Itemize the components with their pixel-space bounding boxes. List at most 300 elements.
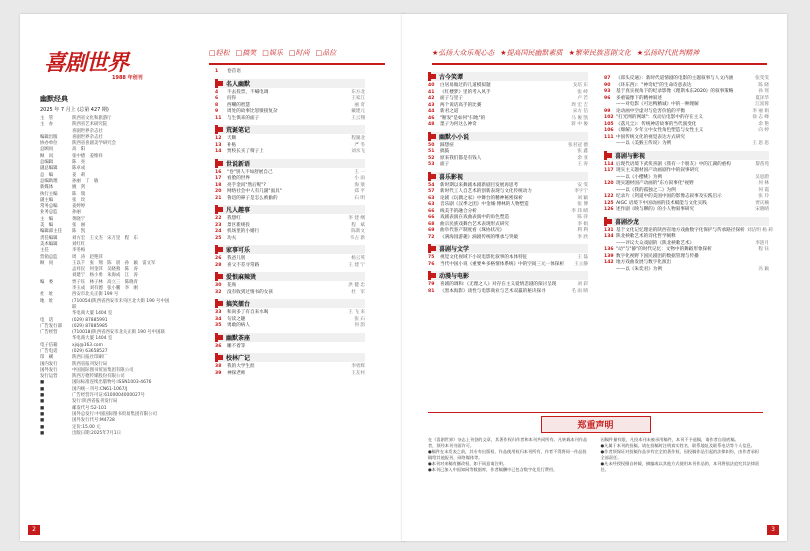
masthead-value: 华电商大厦 1404 室 <box>72 311 113 317</box>
toc-page-number: 99 <box>604 108 611 114</box>
toc-author: 李勇辉 <box>351 364 365 369</box>
toc-page-number: 9 <box>215 109 219 114</box>
toc-entry[interactable] <box>215 116 365 123</box>
toc-page-number: 41 <box>428 89 435 95</box>
section-square-icon <box>218 355 223 360</box>
toc-author: 余 艳 <box>758 121 769 127</box>
toc-title: 白居易做过的几道模拟题 <box>440 83 491 88</box>
toc-author: 王云翔 <box>351 115 365 121</box>
toc-page-number: 34 <box>215 316 222 322</box>
toc-title: 西嘲的智慧 <box>227 102 250 108</box>
section-square-icon <box>218 335 223 340</box>
toc-section-label: 搞笑擂台 <box>226 301 251 308</box>
toc-title: 曲阜代客产制度看《珠协状况》 <box>440 228 505 233</box>
toc-section-header <box>428 172 588 181</box>
toc-page-number: 24 <box>215 229 222 234</box>
toc-page-number: 114 <box>604 161 614 167</box>
toc-page-number: 96 <box>604 95 611 101</box>
toc-page-number: 117 <box>604 168 614 173</box>
banner-slogan: □轻松 <box>209 49 230 57</box>
toc-author: 李 娟 <box>577 221 588 227</box>
toc-page-number <box>604 141 616 148</box>
toc-title: 视觉文化视域下小说电影化叙事的本体特征 <box>440 255 528 260</box>
toc-section-label: 荒诞笔记 <box>226 127 251 134</box>
toc-page-number: 90 <box>604 82 611 88</box>
masthead-value: 陈 瑞 <box>72 191 86 197</box>
toc-title: 《环东西》："神奇纪"的生命诗意表达 <box>616 82 692 88</box>
toc-entry[interactable] <box>604 207 769 214</box>
toc-page-number: 42 <box>428 96 435 101</box>
masthead-value: 陕西省喜剧美学研究会 <box>72 141 116 147</box>
toc-entry[interactable] <box>215 371 365 378</box>
toc-entry[interactable] <box>215 344 365 351</box>
toc-title: 喜父不差寻常路 <box>227 262 260 268</box>
notice-section <box>428 416 763 473</box>
section-square-icon <box>431 246 436 251</box>
toc-page-number: 12 <box>215 136 222 141</box>
toc-title: 网络社会中人有几副"面具" <box>227 189 282 194</box>
toc-section-header <box>215 353 365 362</box>
toc-title: 墨子为何这么神奇 <box>440 122 477 127</box>
toc-entry[interactable] <box>604 141 769 148</box>
toc-entry[interactable] <box>215 290 365 297</box>
toc-page-number: 21 <box>215 195 222 201</box>
masthead-value: 西安市北关正街 199 号 <box>72 292 119 298</box>
masthead-key: 发行运营 <box>40 374 58 380</box>
masthead-key: 编辑部主任 <box>40 229 62 235</box>
toc-page-number: 32 <box>215 289 222 295</box>
toc-page-number: 18 <box>215 182 222 188</box>
section-square-icon <box>431 273 436 278</box>
toc-author: 向 婷 <box>758 128 769 133</box>
toc-title: 神探老师 <box>227 370 246 376</box>
toc-entry[interactable] <box>428 122 588 129</box>
toc-page-number: 44 <box>428 109 435 114</box>
toc-title: 论动画中空虚对与危害价值的平衡 <box>616 108 685 114</box>
toc-section-label: 喜剧与影视 <box>615 152 646 160</box>
toc-page-number: 125 <box>604 200 614 206</box>
banner-slogan: □品位 <box>315 49 337 57</box>
toc-author: 李涟月 <box>755 240 769 246</box>
toc-title: ——以《小樱桃》为例 <box>616 174 662 180</box>
toc-title: 新时期以来舞剧本剧新剧目发展再思考 <box>440 182 519 188</box>
toc-section-header <box>215 159 365 168</box>
masthead-value: 出版日期:2025年7月1日 <box>72 430 121 436</box>
toc-title: 与生俱来的面子 <box>227 115 260 121</box>
toc-page-number: 33 <box>215 310 222 315</box>
toc-section-header <box>215 245 365 254</box>
toc-page-number: 122 <box>604 194 614 199</box>
masthead-value: 姜婷婷 <box>72 204 86 210</box>
toc-page-number: 54 <box>428 182 435 188</box>
toc-section-header <box>215 205 365 214</box>
toc-page-number: 66 <box>428 215 435 220</box>
toc-column-left <box>215 69 365 377</box>
masthead-value: 陈卓成 <box>72 166 86 172</box>
toc-page-number: 6 <box>215 96 219 101</box>
masthead-row <box>40 299 170 312</box>
masthead-value: (029) 87885991 <box>72 317 108 323</box>
toc-author: 郑 平 <box>354 189 365 194</box>
toc-title: 新君之道 <box>440 109 459 114</box>
section-square-icon <box>218 127 223 132</box>
masthead-value: 喜剧世界杂志社 <box>72 134 103 140</box>
toc-page-number: 134 <box>604 234 614 239</box>
toc-title: 卷首语 <box>227 69 241 74</box>
toc-page-number: 105 <box>604 121 614 127</box>
toc-page-number: 11 <box>215 115 222 121</box>
toc-title: 勇敢的病人 <box>227 323 250 328</box>
masthead-key: 社 址 <box>40 292 54 298</box>
toc-title: 《满海园游趣》滴剧传统的继承与突破 <box>440 234 519 240</box>
masthead-value: 张中德 姜维祥 <box>72 153 103 159</box>
masthead-key: 责任编辑 <box>40 235 58 241</box>
toc-title: 喜剧的调和:《无理之人》对存在主义爱情悲剧的探讨呈现 <box>440 282 557 287</box>
toc-title: ——以《我的孤独之二》为例 <box>616 187 676 193</box>
masthead-key: ■ <box>40 418 45 424</box>
toc-page-number: 48 <box>428 122 435 127</box>
masthead-value: 刘建宁 杨小勇 朱海成 江 涛 <box>72 273 138 279</box>
toc-title: 现实题材国产动画的"东方叙事化"视野 <box>616 181 694 186</box>
masthead-key: ■ <box>40 405 45 411</box>
toc-title: 线美手的融合分析 <box>440 208 477 214</box>
toc-page-number: 22 <box>215 216 222 221</box>
toc-author: 利 利 <box>577 228 588 233</box>
masthead-key: 国内发行 <box>40 361 58 367</box>
toc-title: 和尚多了有自来水喝 <box>227 310 269 315</box>
toc-author: 王 建 宁 <box>348 262 365 268</box>
toc-title: 问你 <box>227 96 237 101</box>
toc-title: "卷"别人不如舒展自己 <box>227 169 273 175</box>
masthead-value: 孙丽 <box>72 210 81 216</box>
masthead-key: 美 编 <box>40 223 54 229</box>
toc-author: 程 钰 <box>758 247 769 252</box>
toc-author: 刘水飞 <box>351 149 365 154</box>
toc-author: 小 雨 <box>354 176 365 181</box>
toc-page-number: 106 <box>604 128 614 133</box>
toc-page-number: 51 <box>428 149 435 154</box>
section-square-icon <box>218 301 223 306</box>
toc-title: 景区新规役 <box>227 222 250 228</box>
toc-title: 搞鼓 <box>440 149 450 154</box>
masthead-value: 广告经营许可证:6100004000027号 <box>72 393 145 399</box>
banner-slogan: ★繁荣民族喜剧文化 <box>568 49 631 57</box>
toc-author: 石 明 <box>354 195 365 201</box>
masthead-value: 姜 莉 <box>72 172 86 178</box>
masthead-value: 陕西省报刊发行局 <box>72 361 108 367</box>
notice-paragraph: ●凡未经授权擅自转载、摘编或以其他方式使用本刊作品的，本刊将依法追究其法律责任。 <box>600 461 760 472</box>
toc-entry[interactable] <box>215 69 365 76</box>
masthead-value: 陕西省艺术研究院 <box>72 122 108 128</box>
toc-author: 马 俊 凯 <box>571 115 588 121</box>
toc-page-number: 81 <box>428 288 435 294</box>
masthead-key: 电子信箱 <box>40 342 58 348</box>
toc-author: 黎茜苑 <box>755 161 769 167</box>
toc-author <box>343 344 365 351</box>
toc-section-header <box>604 217 769 226</box>
toc-page-number: 63 <box>428 202 435 207</box>
toc-title: 曲宗民族戏舞台艺术表现形式研究 <box>440 221 509 227</box>
toc-title: 数字化视野下国民剧团的数据管理与传播 <box>616 253 699 259</box>
masthead-key: 编辑出版 <box>40 134 58 140</box>
toc-section-label: 古今笑谭 <box>439 74 464 81</box>
masthead-key: ■ <box>40 393 45 399</box>
toc-page-number: 28 <box>215 262 222 268</box>
toc-author: 刘 彩 <box>577 282 588 287</box>
toc-title: 周处的故事比怒愤接复杂 <box>227 109 278 114</box>
toc-author: 张 玲 <box>758 194 769 199</box>
toc-author: 李宇宁 <box>574 189 588 194</box>
masthead-value: 国内统一刊号:CN61-1067/J <box>72 386 128 392</box>
toc-page-number: 63 <box>428 195 435 201</box>
masthead-key: 广告发行部 <box>40 323 62 329</box>
toc-author: 夏泽华 <box>755 95 769 101</box>
toc-title: 功夫 <box>227 235 237 241</box>
masthead-key: 总编辑 <box>40 160 54 166</box>
toc-author: 丽 奇 <box>354 102 365 108</box>
masthead-issue: 2025 年 7 月上 (总第 427 期) <box>40 107 109 113</box>
masthead-key: ■ <box>40 380 45 386</box>
toc-page-number: 17 <box>215 176 222 181</box>
banner-slogan: □搞笑 <box>235 49 257 57</box>
masthead-row <box>40 431 170 437</box>
notice-divider <box>428 412 763 413</box>
toc-section-label: 幽默小小说 <box>439 133 470 141</box>
masthead-title: 幽默经典 <box>40 95 68 103</box>
toc-title: 两个说话高手的比赛 <box>440 102 482 108</box>
masthead-value: 孙丽 丁 敏 <box>72 178 99 184</box>
logo-subtitle: 1988 年创刊 <box>112 75 143 81</box>
magazine-logo <box>42 44 162 86</box>
toc-section-label: 家事可乐 <box>226 247 251 254</box>
toc-page-number: 75 <box>428 255 435 260</box>
section-square-icon <box>431 174 436 179</box>
toc-entry[interactable] <box>215 196 365 203</box>
toc-page-number: 93 <box>604 89 611 94</box>
toc-page-number: 79 <box>428 282 435 287</box>
toc-author: 李 玮 晴 <box>571 208 588 214</box>
toc-section-header <box>215 299 365 308</box>
toc-title: 论剧《玩偶之家》中舞台的精神秘密探析 <box>440 195 523 201</box>
toc-page-number: 39 <box>215 370 222 376</box>
toc-page-number: 20 <box>215 189 222 194</box>
masthead-key: ■ <box>40 399 45 405</box>
toc-entry[interactable] <box>428 289 588 296</box>
toc-author: 张 鑫 <box>577 149 588 154</box>
toc-author: 东方北 <box>351 89 365 95</box>
toc-title: 贾校长买了椅子上 <box>227 149 264 154</box>
masthead-value: 孟祥民 何金萍 吴晓燕 陈 涛 <box>72 267 138 273</box>
masthead-value: 陕西省文化和旅游厅 <box>72 116 112 121</box>
toc-author: 周 宏 吉 <box>571 102 588 108</box>
toc-title: 音乐剧《汉季之团》中金城·博林的人物塑造 <box>440 202 529 207</box>
toc-page-number: 36 <box>215 343 222 349</box>
toc-author: 何 霞 <box>758 187 769 193</box>
toc-section-label: 爱恨麻辣烫 <box>226 274 257 281</box>
masthead-key: ■ <box>40 411 45 417</box>
section-square-icon <box>218 274 223 279</box>
toc-page-number: 120 <box>604 181 614 186</box>
toc-page-number: 25 <box>215 235 222 241</box>
toc-author: 冯 颖 <box>758 266 769 272</box>
banner-slogan: ★弘扬大众乐观心态 <box>432 49 495 57</box>
masthead-value: 刘方宏 王文杰 宋万里 程 东 <box>72 235 138 241</box>
banner-slogan: □时尚 <box>288 49 310 57</box>
masthead-key: 印 刷 <box>40 355 54 361</box>
notice-paragraph: 因稿件量有限，凡投本刊未被录用稿件，本刊不予退稿，请作者自留底稿。 <box>600 437 739 442</box>
toc-entry[interactable] <box>604 267 769 274</box>
toc-author: 卢 若 <box>577 96 588 101</box>
toc-author: 张 博 <box>577 202 588 207</box>
toc-page-number: 131 <box>604 227 614 233</box>
toc-author: 陈新文 <box>351 229 365 234</box>
toc-title: 述作剧《映与聊的》的小人物叙事研究 <box>616 207 695 212</box>
masthead-key: 广告电话 <box>40 348 58 354</box>
masthead-key: ■ <box>40 424 45 430</box>
toc-title: 机场里的小婚行 <box>227 229 260 234</box>
toc-entry[interactable] <box>215 263 365 270</box>
masthead-key: ■ <box>40 430 45 436</box>
toc-page-number: 136 <box>604 247 614 252</box>
section-square-icon <box>431 74 436 79</box>
toc-section-header <box>215 125 365 134</box>
masthead-value: 陈 凯 <box>72 229 86 235</box>
toc-page-number: 72 <box>428 234 435 240</box>
toc-entry[interactable] <box>428 235 588 242</box>
masthead-value: 华电商大厦 1404 室 <box>72 336 113 342</box>
masthead-value: xjsj@163.com <box>72 342 103 348</box>
toc-section-label: 名人幽默 <box>226 80 251 88</box>
toc-title: 补贴 <box>227 142 237 148</box>
toc-page-number <box>604 267 616 274</box>
toc-page-number: 14 <box>215 149 222 154</box>
masthead-value: 李玉成 刘有德 张小鹏 李 刚 <box>72 286 138 292</box>
masthead-value: (710054)陕西省西安市未央区北大街 190 号中国联 <box>72 298 170 310</box>
toc-author: 毛 雨 晴 <box>571 288 588 294</box>
banner-slogan: ★弘扬时代批判精神 <box>636 49 700 57</box>
toc-entry[interactable] <box>428 262 588 269</box>
toc-title: 中国传统文化的视觉表达方式研究 <box>616 134 685 140</box>
page-number: 3 <box>767 525 779 535</box>
section-square-icon <box>218 81 223 86</box>
masthead-key: 常务总编 <box>40 204 58 210</box>
toc-title: 睡不着等 <box>227 343 246 349</box>
toc-title: 新时代工人自艺术的创新表现与文化传统动力 <box>440 189 532 194</box>
toc-page-number: 126 <box>604 207 614 212</box>
toc-author: 贾庆楠 <box>755 200 769 206</box>
toc-entry[interactable] <box>215 236 365 243</box>
masthead-key: 协办单位 <box>40 141 58 147</box>
toc-title: 花殇 <box>227 283 237 288</box>
section-square-icon <box>218 247 223 252</box>
logo-text: 喜剧世界 <box>44 50 129 76</box>
toc-section-header <box>428 244 588 253</box>
toc-author: 王 飞 来 <box>348 310 365 315</box>
toc-title: 我的大学生涯 <box>227 364 255 369</box>
toc-title: 地方戏曲发展与数字化演出 <box>616 260 672 265</box>
masthead-key: 主任 <box>40 248 49 254</box>
toc-entry[interactable] <box>428 162 588 169</box>
toc-entry[interactable] <box>215 323 365 330</box>
toc-page-number: 68 <box>428 221 435 227</box>
masthead-key: 总顾问 <box>40 147 54 153</box>
masthead-value: 陕西日报社印刷厂 <box>72 355 108 361</box>
toc-entry[interactable] <box>215 149 365 156</box>
masthead-value: 国外发行代号:M4728 <box>72 418 115 424</box>
masthead-value: 喜剧世界杂志社 <box>72 128 103 134</box>
toc-section-header <box>428 271 588 280</box>
toc-author: 宋晓晴 <box>755 207 769 212</box>
toc-title: 基于文化记忆理论的陕西省地方戏曲数字化保护与传承路径探析 <box>616 227 745 233</box>
masthead-key: 顾 问 <box>40 260 54 266</box>
toc-title: "打光网的网球"：戊动后电影中的存在主义 <box>616 115 703 120</box>
toc-title: ——以《朱奕君》为例 <box>616 266 662 272</box>
toc-author: 韦占 新 <box>349 235 365 241</box>
toc-author: 杜 军 <box>351 289 365 295</box>
toc-page-number: 52 <box>428 155 435 161</box>
toc-title: 纪录片《剑道中的美国中国的影像志叙事及实践启示 <box>616 194 722 199</box>
toc-section-label: 喜乐影视 <box>439 173 464 181</box>
masthead-key: 电 话 <box>40 317 54 323</box>
toc-title: 多重镜像下的精神叙述 <box>616 95 662 101</box>
toc-title: "断发"是如何"扫地"的 <box>440 115 486 121</box>
toc-author <box>343 69 365 76</box>
notice-paragraph: ●本刊对来稿有删改权，如不同意请注明。 <box>428 461 508 466</box>
toc-page-number: 4 <box>215 89 219 95</box>
toc-author: 程湖北 <box>351 136 365 141</box>
toc-author: 张 峙 <box>577 89 588 95</box>
toc-author: 孙 瑶 <box>758 89 769 94</box>
masthead-value: 国际标准连续出版物号:ISSN1003-4676 <box>72 380 152 386</box>
toc-title: 《落凡尘》：传统神话故事的当代演变化 <box>616 121 697 127</box>
toc-section-header <box>215 333 365 342</box>
toc-page-number: 8 <box>215 102 219 108</box>
toc-author: 宋方 信 <box>572 109 588 114</box>
toc-title: 不去投票，不喊电调 <box>227 89 269 95</box>
banner-slogan: ★提高国民幽默素质 <box>500 49 563 57</box>
masthead-value: 发行:陕西省报刊发行局 <box>72 399 118 405</box>
toc-author: 杨云英 <box>351 256 365 261</box>
toc-author: 张君冠 德 <box>568 142 588 148</box>
toc-page-number: 35 <box>215 323 222 328</box>
toc-author: 洪 健 忠 <box>348 283 365 288</box>
toc-author: 程 斌 <box>351 222 365 228</box>
toc-author: 王立静 <box>574 261 588 267</box>
toc-author: 张雯雯 <box>755 76 769 81</box>
toc-author: 陈 晓 <box>758 82 769 88</box>
page-number: 2 <box>28 525 40 535</box>
toc-title: "动"与"静"的时代记忆：文物中的舞蹈形象探析 <box>616 247 712 252</box>
toc-author: 王 磊 <box>577 255 588 260</box>
masthead-value: 张 丽 <box>72 223 86 229</box>
toc-title: 《红楼梦》里的考入风手 <box>440 89 491 95</box>
toc-title: 面子 <box>440 162 450 167</box>
masthead-key: 业务总监 <box>40 210 58 216</box>
toc-author: 蒋 中 俊 <box>571 122 588 127</box>
toc-title: 现实主义题材国产动画剧作中的叙事研究 <box>616 168 699 173</box>
notice-paragraph: ●本刊已加入中国知网等数据库，作者稿酬中已包含数字化发行费用。 <box>428 467 558 472</box>
masthead-key: 地 址 <box>40 298 54 304</box>
toc-author: 戴建元 <box>351 109 365 114</box>
toc-page-number: 30 <box>215 283 222 288</box>
toc-author: 海 梁 <box>354 182 365 188</box>
toc-page-number: 76 <box>428 261 435 267</box>
toc-title: 戏剧表演在戏曲表演中的角色塑造 <box>440 215 509 220</box>
toc-page-number: 43 <box>428 102 435 108</box>
toc-section-label: 动漫与电影 <box>439 273 470 280</box>
toc-title: 鲁迅的鼻子是怎么被偷的 <box>227 195 278 201</box>
toc-page-number: 87 <box>604 76 611 81</box>
